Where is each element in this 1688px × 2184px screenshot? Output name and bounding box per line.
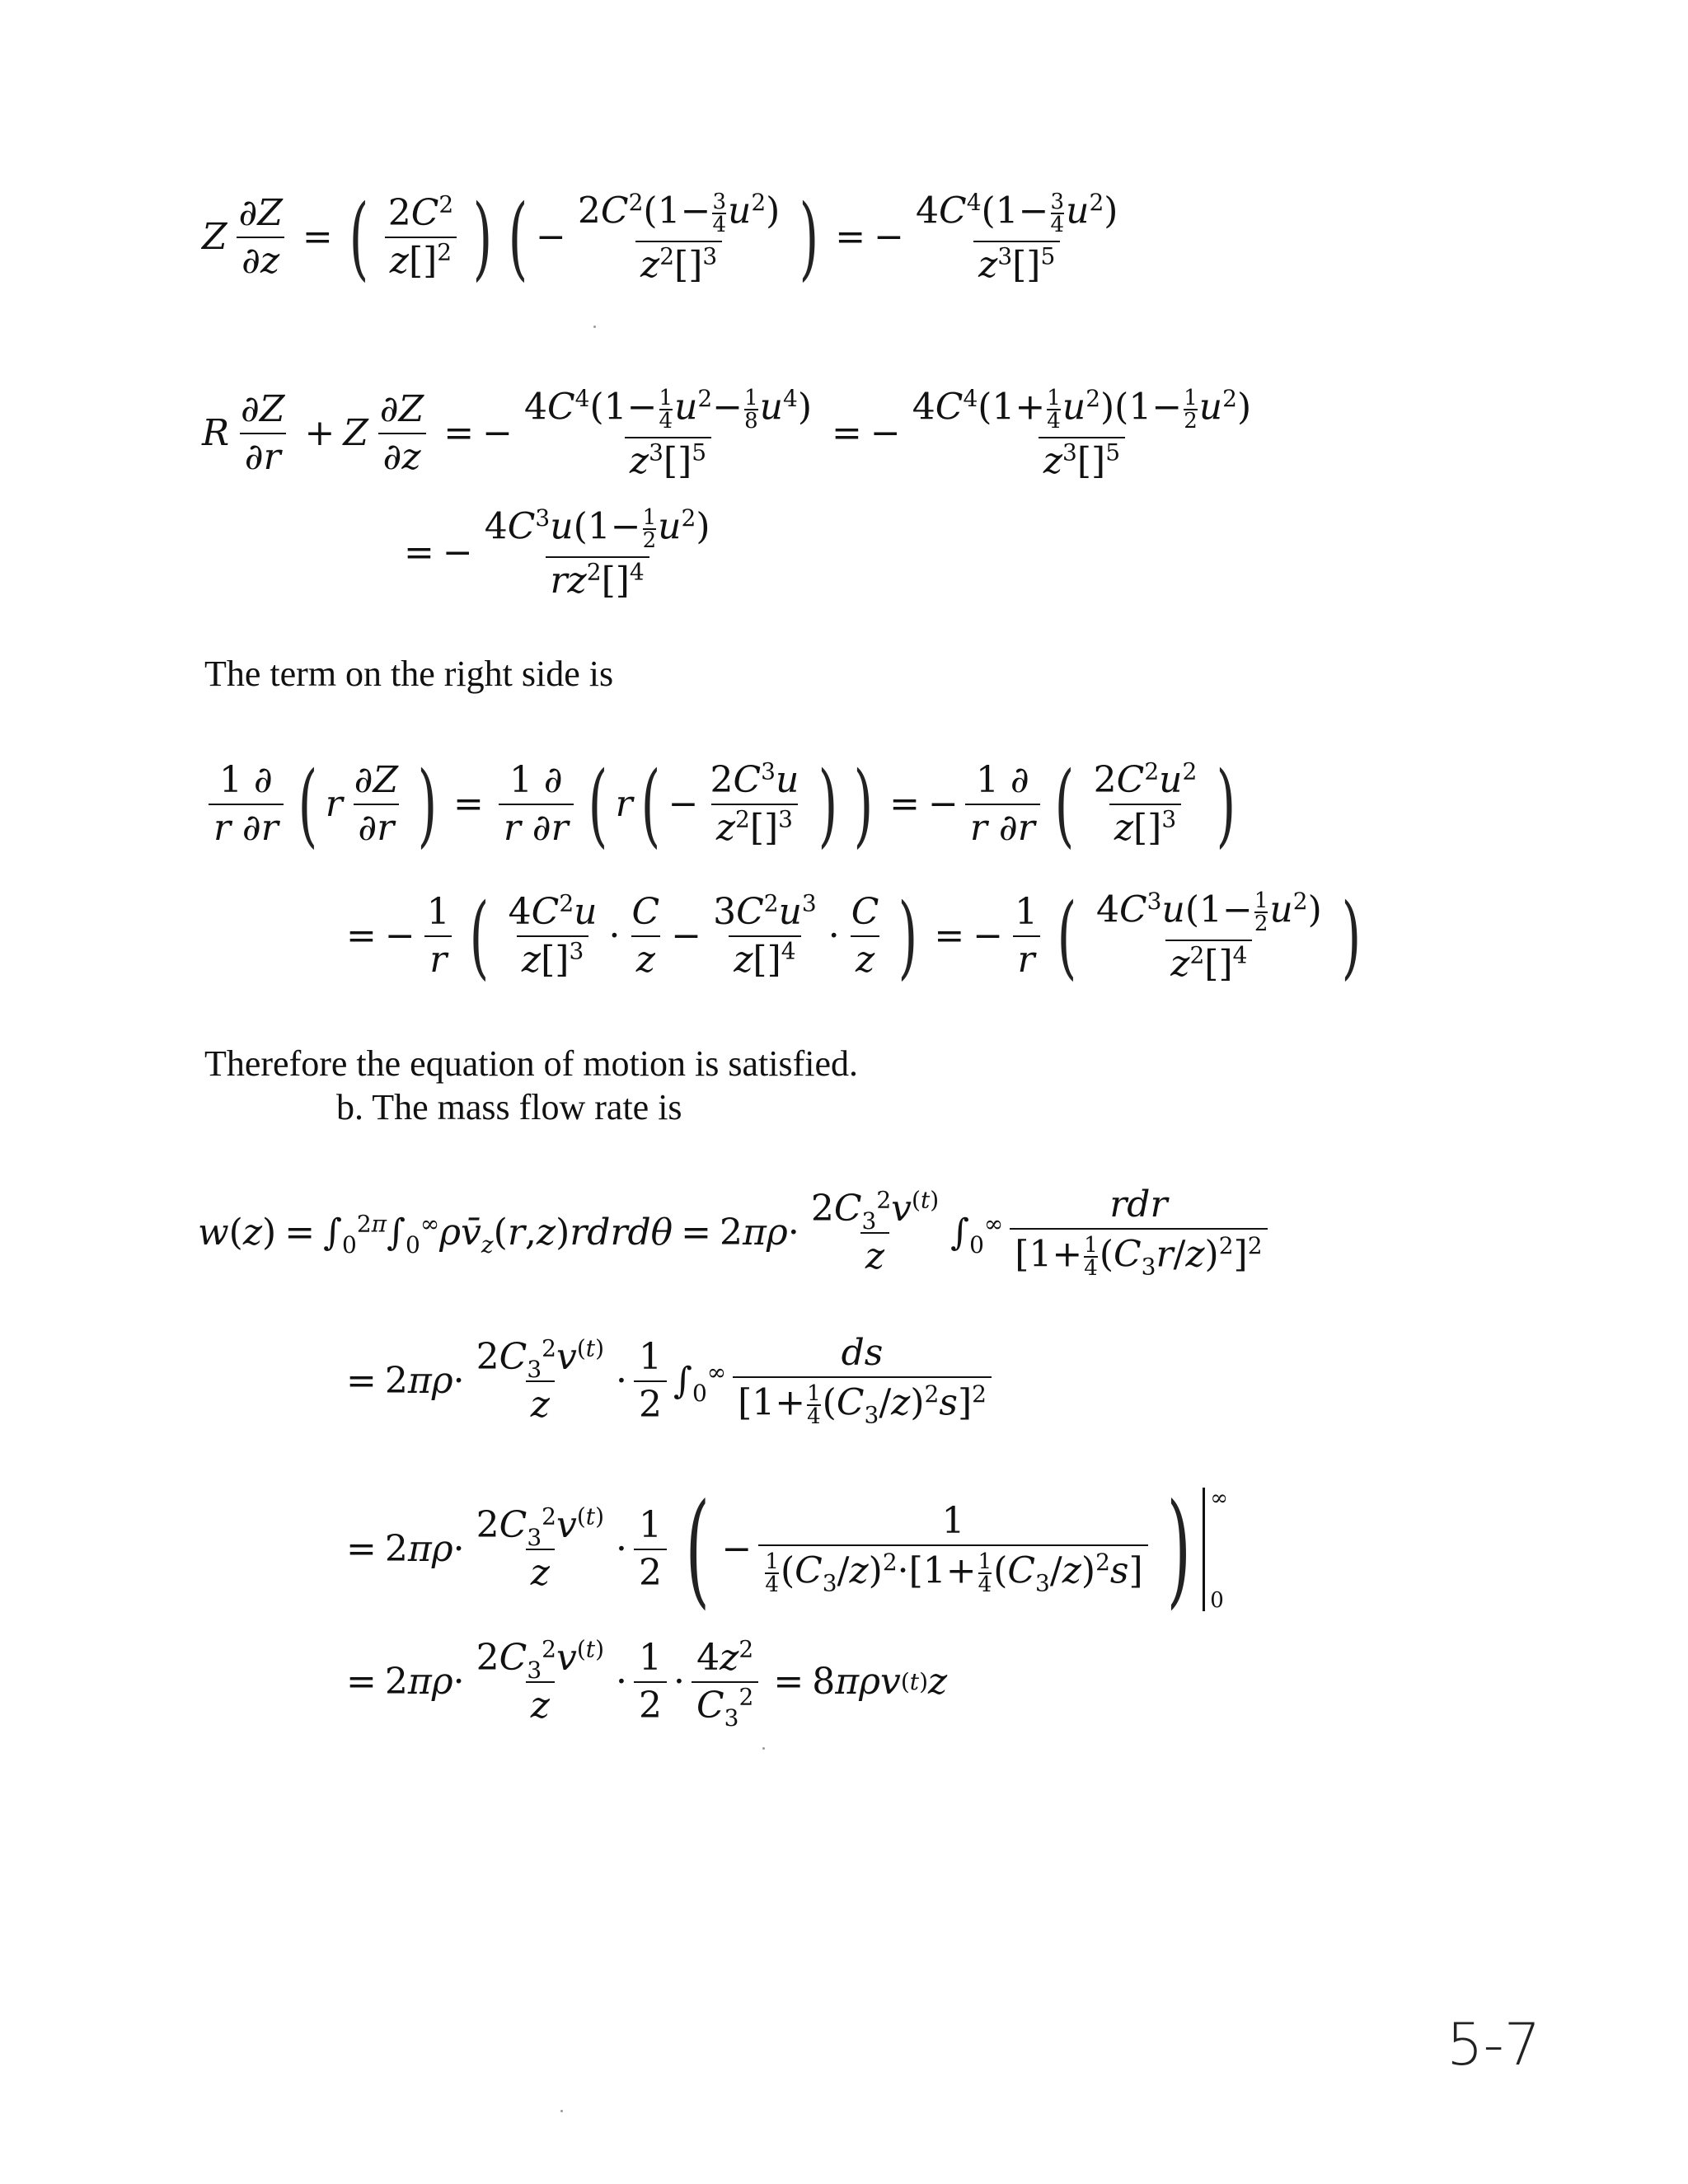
- scan-speck: [560, 2110, 563, 2112]
- page-number: 5-7: [1447, 2011, 1541, 2079]
- equation-r-dz-dr-plus-z-dz-dz: R $\frac{\partial Z}{\partial r}$ + Z $\frac{\partial Z}{\partial z}$ = − $4C^4(1-$ $\frac{1}{4}$ $u^2-$ $\frac{1}{8}$ $u^4$) $z^3[]^5$ = − $4C^4(1+$ $\frac{1}{4}$ $u^2)(1-$ $\frac{1}{2}$ $u^2$) $z^3[]^5$: [202, 384, 1252, 482]
- scan-speck: [762, 1747, 765, 1750]
- conclusion-text: Therefore the equation of motion is satisfied.: [204, 1043, 858, 1084]
- equation-mass-flow-definition: w ( z ) = $\int_0^{2\pi}$ $\int_0^\infty$ $\rho v̄_z$ ( r , z ) rdrdθ = 2 πρ · $\frac{2C_3^2v^{(t)}}{z}$ $\int_0^\infty$ rdr [1+ $\frac{1}{4}$ $(C_3r/z)^2]^2$: [198, 1187, 1274, 1279]
- equation-right-side-expansion: = − $\frac{1}{r}$ ( $\frac{4C^2u}{z[]^3}$ · $\frac{C}{z}$ − $\frac{3C^2u^3}{z[]^4}$ · $\frac{C}{z}$ ) = − $\frac{1}{r}$ ( $4C^3u(1-$ $\frac{1}{2}$ $u^2$) $z^2[]^4$ ): [346, 883, 1362, 989]
- equation-z-dz: Z $\frac{\partial Z}{\partial z}$ = ( $\frac{2C^2}{z[]^2}$ ) ( − $2C^2(1-$ $\frac{3}{4}$ $u^2$) $z^2[]^3$ ) = − $4C^4(1-$ $\frac{3}{4}$ $u^2$) $z^3[]^5$: [202, 184, 1118, 290]
- part-b-text: b. The mass flow rate is: [336, 1087, 682, 1127]
- equation-r-dz-result: = − $4C^3u(1-$ $\frac{1}{2}$ $u^2$) $rz^2[]^4$: [404, 504, 710, 602]
- equation-right-side-term: $\frac{1 \partial}{r \partial r}$ ( r $\frac{\partial Z}{\partial r}$ ) = $\frac{1 \partial}{r \partial r}$ ( r ( − $\frac{2C^3u}{z^2[]^3}$ ) ) = − $\frac{1 \partial}{r \partial r}$ ( $\frac{2C^2u^2}{z[]^3}$ ): [202, 762, 1244, 846]
- equation-mass-flow-integrated: = 2 πρ · $\frac{2C_3^2v^{(t)}}{z}$ · $\frac{1}{2}$ ( − 1 $\frac{1}{4}$ $(C_3/z)^2\cdot[1+$ $\frac{1}{4}$ $(C_3/z)^2s$] ) ∞ 0: [346, 1477, 1228, 1621]
- scan-speck: [593, 326, 596, 328]
- equation-mass-flow-result: = 2 πρ · $\frac{2C_3^2v^{(t)}}{z}$ · $\frac{1}{2}$ · $\frac{4z^2}{C_3^2}$ = 8 πρv (t) z: [346, 1635, 948, 1732]
- right-side-intro-text: The term on the right side is: [204, 654, 614, 694]
- equation-mass-flow-substitution: = 2 πρ · $\frac{2C_3^2v^{(t)}}{z}$ · $\frac{1}{2}$ $\int_0^\infty$ ds [1+ $\frac{1}{4}$ $(C_3/z)^2s]^2$: [338, 1335, 998, 1427]
